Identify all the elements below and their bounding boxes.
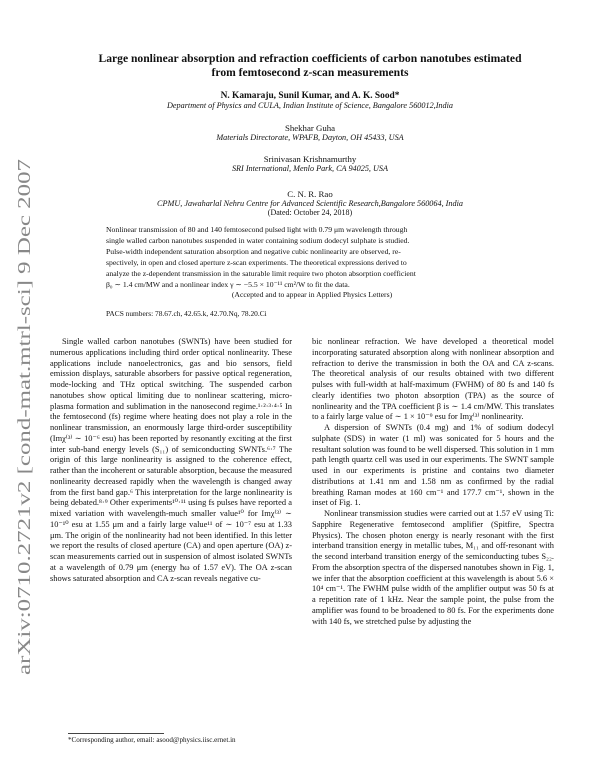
footnote-rule xyxy=(68,733,164,734)
paragraph: Single walled carbon nanotubes (SWNTs) have been studied for numerous applications including third order optical nonlinearity. These applications include nanoelectronics, gas and bio sensors, field emission displays, saturable absorbers for passive optical regeneration, mode-locking and THz optical switching. The suspended carbon nanotubes show optical limiting due to nonlinear scattering, micro-plasma formation and sublimation in the nanosecond regime.¹·²·³·⁴·⁵ In the femtosecond (fs) regime where heating does not play a role in the nonlinear transmission, an enormously large third-order susceptibility (Imχ⁽³⁾ ∼ 10⁻⁶ esu) has been reported by resonantly exciting at the first inter sub-band energy levels (S₁₁) of semiconducting SWNTs.⁶·⁷ The origin of this large nonlinearity is assigned to the coherence effect, rather than the incoherent or saturable absorption, because the measured nonlinearity decreased rapidly when the wavelength is changed away from the first band gap.⁶ This interpretation for the large nonlinearity is being debated.⁸·⁹ Other experiments¹⁰·¹¹ using fs pulses have reported a mixed variation with wavelength-much smaller value¹⁰ for Imχ⁽³⁾ ∼ 10⁻¹⁰ esu at 1.55 μm and a fairly large value¹¹ of ∼ 10⁻⁷ esu at 1.33 μm. The origin of the nonlinearity had not been identified. In this letter we report the results of closed aperture (CA) and open aperture (OA) z-scan measurements carried out in suspension of almost isolated SWNTs at a wavelength of 0.79 μm (energy ħω of 1.57 eV). The OA z-scan shows saturated absorption and CA z-scan reveals negative cu- xyxy=(50,337,292,583)
abstract-line: analyze the z-dependent transmission in the saturable limit require two photon absorption coefficient xyxy=(106,268,416,278)
author-block-1 xyxy=(60,91,560,110)
right-column xyxy=(312,337,554,627)
date-line: (Dated: October 24, 2018) xyxy=(267,208,353,217)
title-line-1: Large nonlinear absorption and refraction coefficients of carbon nanotubes estimated xyxy=(98,52,522,65)
left-column xyxy=(50,337,292,584)
arxiv-stamp-text: arXiv:0710.2721v2 [cond-mat.mtrl-sci] 9 Dec 2007 xyxy=(14,312,34,675)
acceptance-note: (Accepted and to appear in Applied Physics Letters) xyxy=(231,290,393,300)
author-name: C. N. R. Rao xyxy=(287,189,333,199)
footnote: *Corresponding author, email: asood@physics.iisc.ernet.in xyxy=(68,736,236,744)
abstract-line: β₀ ∼ 1.4 cm/MW and a nonlinear index γ ∼ −5.5 × 10⁻¹¹ cm²/W to fit the data. xyxy=(106,279,350,289)
paper-title xyxy=(50,52,570,80)
affiliation: CPMU, Jawaharlal Nehru Centre for Advanced Scientific Research,Bangalore 560064, India xyxy=(157,199,463,208)
author-names: N. Kamaraju, Sunil Kumar, and A. K. Sood* xyxy=(220,91,400,101)
author-name: Shekhar Guha xyxy=(284,123,336,133)
author-block-2 xyxy=(60,123,560,142)
author-name: Srinivasan Krishnamurthy xyxy=(263,154,357,164)
author-block-3 xyxy=(60,154,560,173)
affiliation: SRI International, Menlo Park, CA 94025, USA xyxy=(231,164,389,173)
arxiv-stamp xyxy=(2,155,42,675)
paragraph: bic nonlinear refraction. We have developed a theoretical model incorporating saturated absorption along with nonlinear absorption and refraction to derive the transmission in both the OA and CA z-scans. The theoretical analysis of our results obtained with two different pulses with full-width at half-maximum (FWHM) of 80 fs and 140 fs clearly identifies two photon absorption (TPA) as the source of nonlinearity and the TPA coefficient β is ∼ 1.4 cm/MW. This translates to a fairly large value of ∼ 1 × 10⁻⁹ esu for Imχ⁽³⁾ nonlinearity. xyxy=(312,337,554,422)
title-line-2: from femtosecond z-scan measurements xyxy=(211,66,409,79)
abstract-line: single walled carbon nanotubes suspended in water containing sodium dodecyl sulphate is studied. xyxy=(106,235,410,245)
affiliation: Materials Directorate, WPAFB, Dayton, OH 45433, USA xyxy=(216,133,404,142)
author-block-4 xyxy=(60,189,560,217)
paragraph: Nonlinear transmission studies were carried out at 1.57 eV using Ti: Sapphire Regenerative femtosecond amplifier (Spitfire, Spectra Physics). The chosen photon energy is nearly resonant with the first interband transition energy in metallic tubes, M₁₁ and off-resonant with the second interband transition energy of the semiconducting tubes S₂₂. From the absorption spectra of the dispersed nanotubes shown in Fig. 1, we infer that the absorption coefficient at this wavelength is about 5.6 × 10⁴ cm⁻¹. The FWHM pulse width of the amplifier output was 50 fs at a repetition rate of 1 kHz. Near the sample point, the pulse from the amplifier was found to be broadened to 80 fs. For the experiments done with 140 fs, we stretched pulse by adjusting the xyxy=(312,509,554,626)
abstract-line: Nonlinear transmission of 80 and 140 femtosecond pulsed light with 0.79 μm wavelength through xyxy=(106,225,408,234)
affiliation: Department of Physics and CULA, Indian Institute of Science, Bangalore 560012,India xyxy=(167,101,453,110)
abstract xyxy=(106,225,518,301)
paragraph: A dispersion of SWNTs (0.4 mg) and 1% of sodium dodecyl sulphate (SDS) in water (1 ml) was sonicated for 5 hours and the resultant solution was found to be well dispersed. This solution in 1 mm path length quartz cell was used in our experiments. The SWNT sample used in our experiments is pristine and contains two diameter distributions at 1.41 nm and 1.58 nm as confirmed by the radial breathing Raman modes at 160 cm⁻¹ and 177.7 cm⁻¹, shown in the inset of Fig. 1. xyxy=(312,423,554,508)
pacs-numbers: PACS numbers: 78.67.ch, 42.65.k, 42.70.Nq, 78.20.Ci xyxy=(106,309,267,318)
abstract-line: Pulse-width independent saturation absorption and negative cubic nonlinearity are observed, re- xyxy=(106,246,401,256)
abstract-line: spectively, in open and closed aperture z-scan experiments. The theoretical expressions derived to xyxy=(106,257,407,267)
